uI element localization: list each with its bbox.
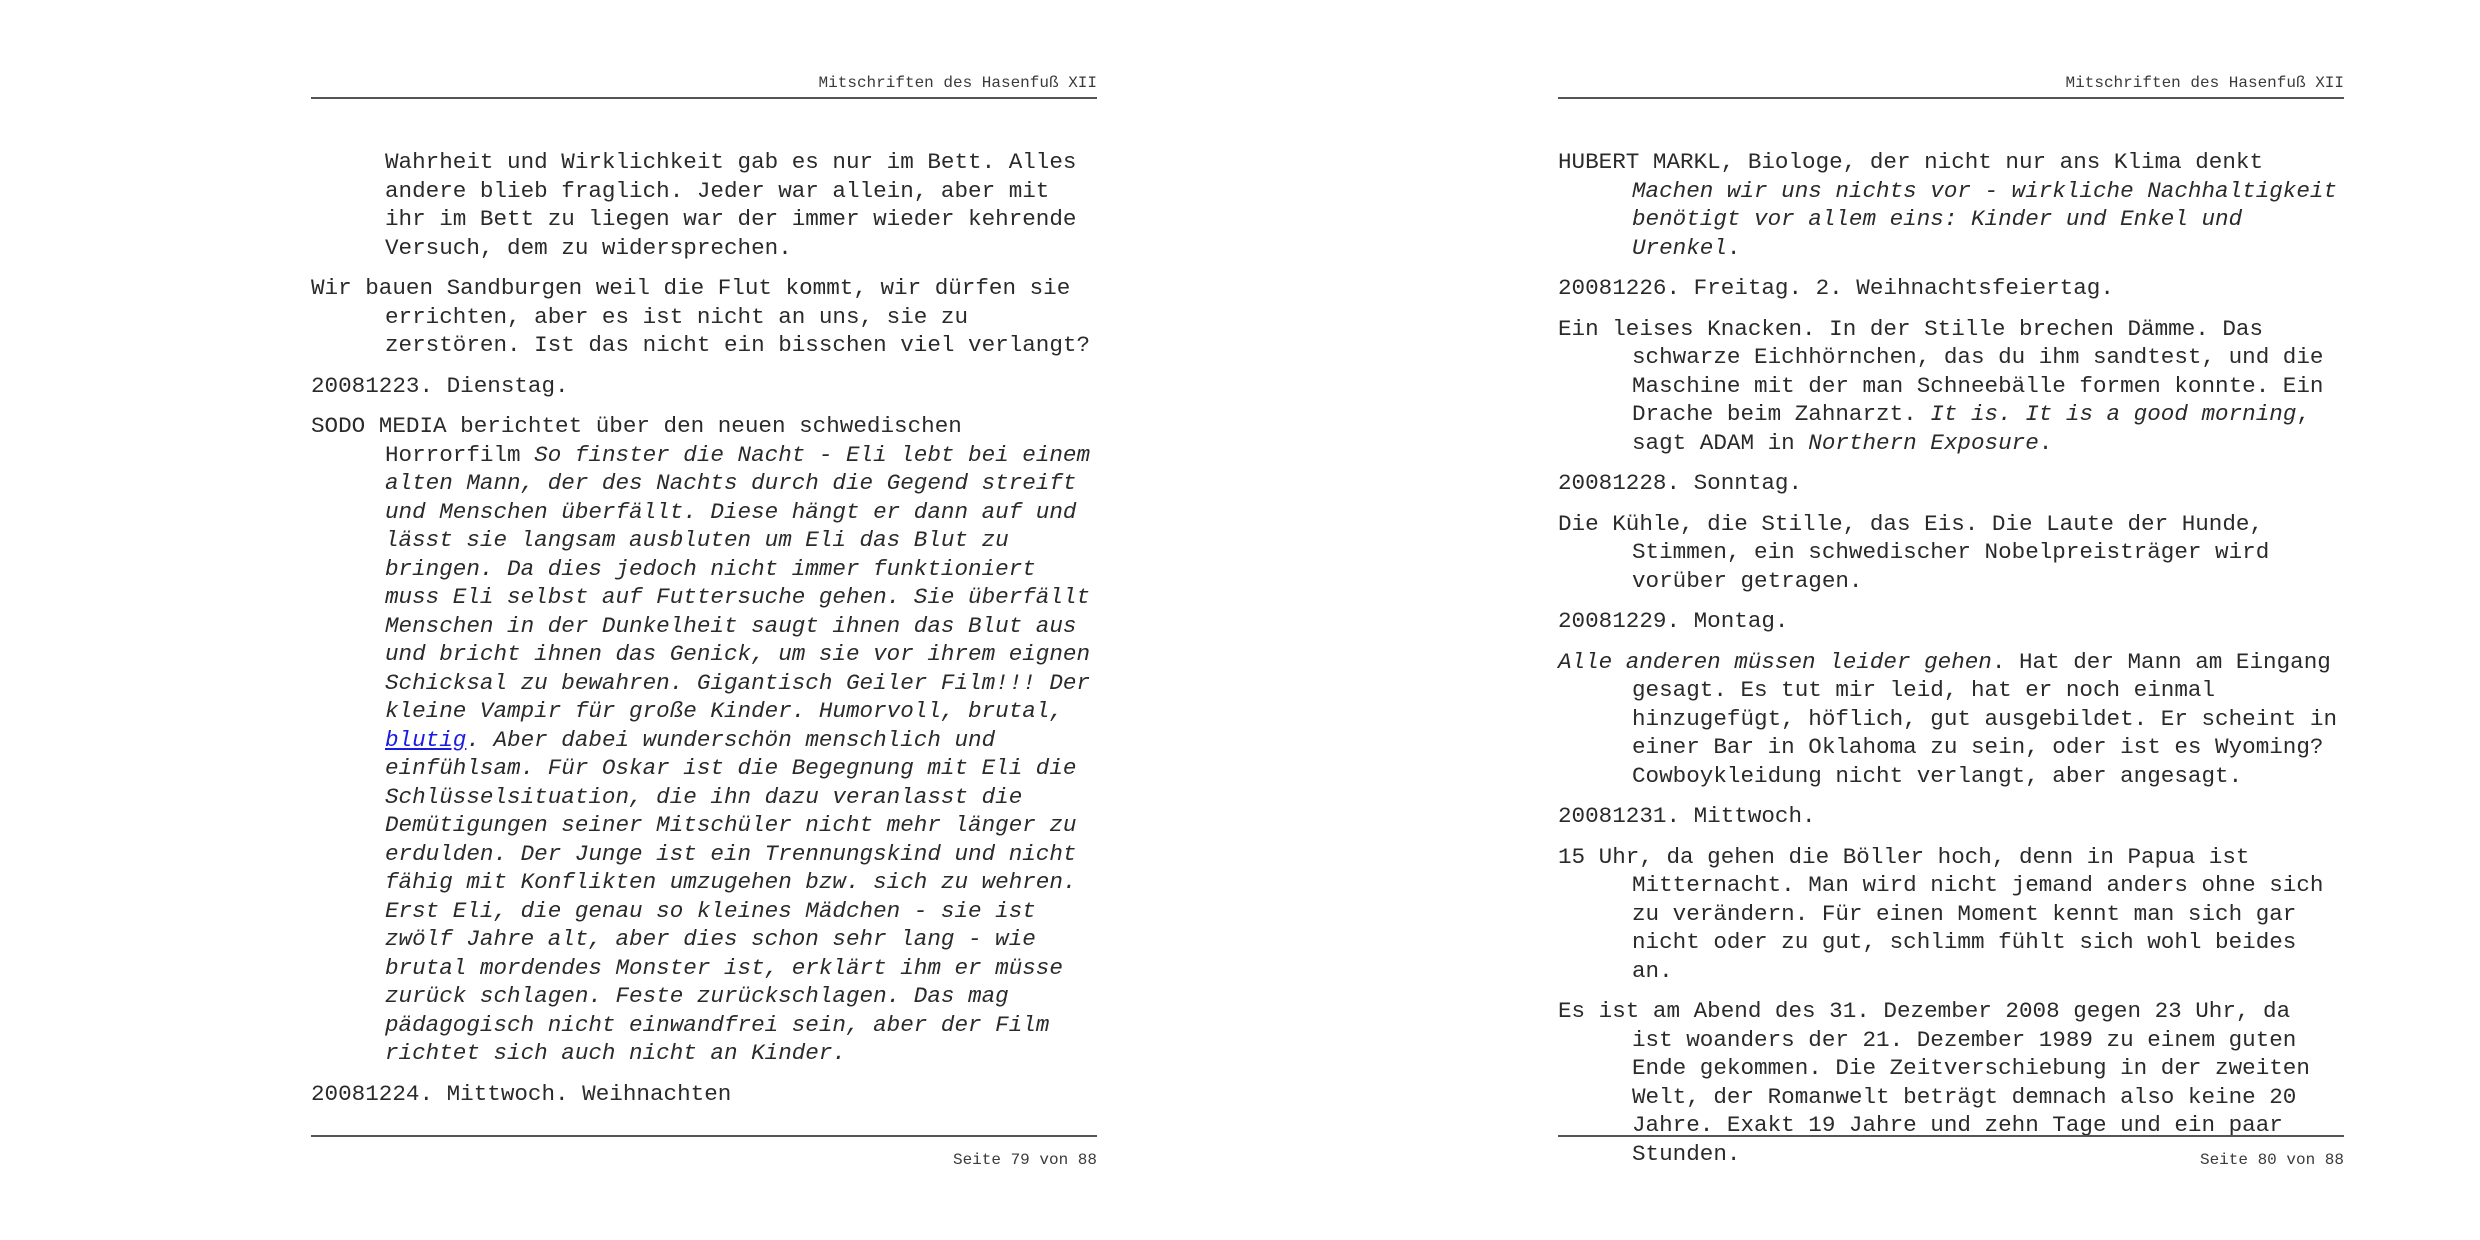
- footer-rule: [311, 1135, 1097, 1137]
- paragraph: Es ist am Abend des 31. Dezember 2008 gegen 23 Uhr, da ist woanders der 21. Dezember 1989 zu einem guten Ende gekommen. Die Zeitverschiebung in der zweiten Welt, der Romanwelt beträgt demnach also keine 20 Jahre. Exakt 19 Jahre und zehn Tage und ein paar Stunden.: [1558, 998, 2310, 1167]
- date-heading: 20081224. Mittwoch. Weihnachten: [311, 1080, 732, 1107]
- date-heading: 20081231. Mittwoch.: [1558, 803, 1816, 829]
- paragraph: [1558, 315, 2344, 458]
- paragraph: [1558, 148, 2344, 262]
- show-title: Northern Exposure: [1808, 429, 2039, 456]
- page-body: [1558, 148, 2344, 1180]
- right-page: [1558, 0, 2344, 1240]
- paragraph: 15 Uhr, da gehen die Böller hoch, denn in Papua ist Mitternacht. Man wird nicht jemand anders ohne sich zu verändern. Für einen Moment kennt man sich gar nicht oder zu gut, schlimm fühlt sich wohl beides an.: [1558, 843, 2324, 984]
- paragraph-lead: SODO MEDIA berichtet über den neuen schwedischen Horrorfilm: [311, 413, 962, 468]
- paragraph: Wir bauen Sandburgen weil die Flut kommt, wir dürfen sie errichten, aber es ist nicht an uns, sie zu zerstören. Ist das nicht ein bisschen viel verlangt?: [311, 275, 1091, 358]
- quote-text: So finster die Nacht - Eli lebt bei einem alten Mann, der des Nachts durch die Gegend streift und Menschen überfällt. Diese hängt er dann auf und lässt sie langsam ausbluten um Eli das Blut zu bringen. Da dies jedoch nicht immer funktioniert muss Eli selbst auf Futtersuche gehen. Sie überfällt Menschen in der Dunkelheit saugt ihnen das Blut aus und bricht ihnen das Genick, um sie vor ihrem eignen Schicksal zu bewahren. Gigantisch Geiler Film!!! Der kleine Vampir für große Kinder. Humorvoll, brutal,: [385, 441, 1091, 724]
- blutig-link[interactable]: blutig: [385, 726, 467, 753]
- header-rule: [1558, 97, 2344, 99]
- date-heading: 20081226. Freitag. 2. Weihnachtsfeiertag.: [1558, 275, 2114, 301]
- left-page: [311, 0, 1097, 1240]
- date-heading: 20081228. Sonntag.: [1558, 470, 1803, 496]
- paragraph-lead: Ein leises Knacken. In der Stille brechen Dämme. Das schwarze Eichhörnchen, das du ihm sandtest, und die Maschine mit der man Schneebälle formen konnte. Ein Drache beim Zahnarzt.: [1558, 315, 2324, 427]
- paragraph-end: .: [1726, 234, 1741, 261]
- quote-text: It is. It is a good morning: [1930, 401, 2297, 427]
- quote-text: . Aber dabei wunderschön menschlich und einfühlsam. Für Oskar ist die Begegnung mit Eli die Schlüsselsituation, die ihn dazu veranlasst die Demütigungen seiner Mitschüler nicht mehr länger zu erdulden. Der Junge ist ein Trennungskind und nicht fähig mit Konflikten umzugehen bzw. sich zu wehren. Erst Eli, die genau so kleines Mädchen - sie ist zwölf Jahre alt, aber dies schon sehr lang - wie brutal mordendes Monster ist, erklärt ihm er müsse zurück schlagen. Feste zurückschlagen. Das mag pädagogisch nicht einwandfrei sein, aber der Film richtet sich auch nicht an Kinder.: [385, 726, 1077, 1066]
- header-rule: [311, 97, 1097, 99]
- paragraph: Die Kühle, die Stille, das Eis. Die Laute der Hunde, Stimmen, ein schwedischer Nobelpreisträger wird vorüber getragen.: [1558, 510, 2270, 594]
- paragraph-lead: HUBERT MARKL, Biologe, der nicht nur ans Klima denkt: [1558, 149, 2264, 175]
- page-body: [311, 148, 1097, 1120]
- paragraph-mid: , sagt ADAM in: [1632, 401, 2310, 456]
- page-header: Mitschriften des Hasenfuß XII: [818, 74, 1097, 92]
- footer-rule: [1558, 1135, 2344, 1137]
- date-heading: 20081229. Montag.: [1558, 608, 1789, 634]
- quote-text: Alle anderen müssen leider gehen: [1558, 648, 1992, 675]
- page-header: Mitschriften des Hasenfuß XII: [2065, 74, 2344, 92]
- quote-text: Machen wir uns nichts vor - wirkliche Nachhaltigkeit benötigt vor allem eins: Kinder und Enkel und Urenkel: [1632, 177, 2338, 261]
- paragraph: [1558, 648, 2344, 791]
- date-heading: 20081223. Dienstag.: [311, 372, 569, 399]
- paragraph-end: .: [2038, 429, 2053, 456]
- paragraph: Wahrheit und Wirklichkeit gab es nur im Bett. Alles andere blieb fraglich. Jeder war allein, aber mit ihr im Bett zu liegen war der immer wieder kehrende Versuch, dem zu widersprechen.: [385, 149, 1077, 261]
- page-number: Seite 79 von 88: [952, 1151, 1097, 1169]
- paragraph: [311, 412, 1097, 1068]
- page-number: Seite 80 von 88: [2199, 1151, 2344, 1169]
- paragraph-rest: . Hat der Mann am Eingang gesagt. Es tut mir leid, hat er noch einmal hinzugefügt, höflich, gut ausgebildet. Er scheint in einer Bar in Oklahoma zu sein, oder ist es Wyoming? Cowboykleidung nicht verlangt, aber angesagt.: [1632, 648, 2338, 789]
